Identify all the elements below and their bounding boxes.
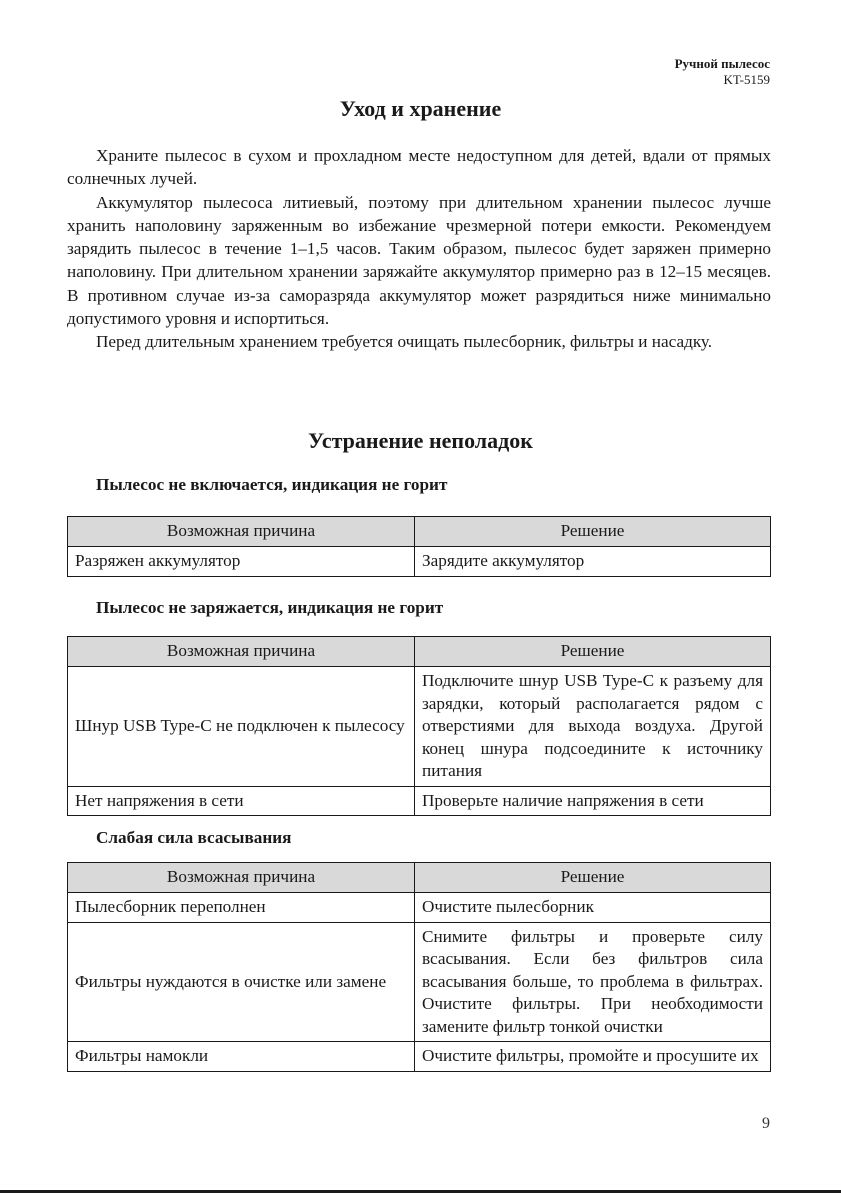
troubleshooting-title: Устранение неполадок bbox=[308, 428, 533, 453]
table-row bbox=[68, 922, 771, 1042]
cause-cell: Шнур USB Type-C не подключен к пылесосу bbox=[68, 667, 415, 787]
table-header-row bbox=[68, 863, 771, 893]
column-header-solution: Решение bbox=[415, 637, 771, 667]
cause-cell: Фильтры нуждаются в очистке или замене bbox=[68, 922, 415, 1042]
care-paragraph: Храните пылесос в сухом и прохладном месте недоступном для детей, вдали от прямых солнечных лучей. bbox=[67, 146, 771, 189]
solution-cell: Очистите фильтры, промойте и просушите их bbox=[415, 1042, 771, 1072]
section-heading: Слабая сила всасывания bbox=[96, 828, 292, 847]
care-paragraph: Аккумулятор пылесоса литиевый, поэтому при длительном хранении пылесос лучше хранить наполовину заряженным во избежание чрезмерной потери емкости. Рекомендуем зарядить пылесос в течение 1–1,5 часов. Таким образом, пылесос будет заряжен примерно наполовину. При длительном хранении заряжайте аккумулятор примерно раз в 12–15 месяцев. В противном случае из-за саморазряда аккумулятор может разрядиться ниже минимально допустимого уровня и испортиться. bbox=[67, 192, 771, 329]
troubleshooting-table bbox=[67, 636, 771, 816]
table-row bbox=[68, 1042, 771, 1072]
section-heading: Пылесос не заряжается, индикация не горит bbox=[96, 598, 444, 617]
table-row bbox=[68, 893, 771, 923]
troubleshooting-table bbox=[67, 862, 771, 1072]
column-header-cause: Возможная причина bbox=[68, 517, 415, 547]
care-title: Уход и хранение bbox=[339, 96, 502, 121]
solution-cell: Подключите шнур USB Type-C к разъему для зарядки, который располагается рядом с отверстиями для выхода воздуха. Другой конец шнура подсоедините к источнику питания bbox=[415, 667, 771, 787]
care-text bbox=[67, 144, 771, 354]
table-header-row bbox=[68, 637, 771, 667]
troubleshooting-table bbox=[67, 516, 771, 577]
table-row bbox=[68, 547, 771, 577]
section-heading: Пылесос не включается, индикация не горит bbox=[96, 475, 448, 494]
cause-cell: Пылесборник переполнен bbox=[68, 893, 415, 923]
running-header bbox=[675, 56, 770, 88]
solution-cell: Снимите фильтры и проверьте силу всасывания. Если без фильтров сила всасывания больше, то проблема в фильтрах. Очистите фильтры. При необходимости замените фильтр тонкой очистки bbox=[415, 922, 771, 1042]
solution-cell: Зарядите аккумулятор bbox=[415, 547, 771, 577]
cause-cell: Фильтры намокли bbox=[68, 1042, 415, 1072]
table-header-row bbox=[68, 517, 771, 547]
column-header-solution: Решение bbox=[415, 863, 771, 893]
table-row bbox=[68, 667, 771, 787]
cause-cell: Нет напряжения в сети bbox=[68, 786, 415, 816]
header-model: KT-5159 bbox=[723, 72, 770, 87]
cause-cell: Разряжен аккумулятор bbox=[68, 547, 415, 577]
column-header-cause: Возможная причина bbox=[68, 863, 415, 893]
column-header-solution: Решение bbox=[415, 517, 771, 547]
table-row bbox=[68, 786, 771, 816]
solution-cell: Проверьте наличие напряжения в сети bbox=[415, 786, 771, 816]
header-product-name: Ручной пылесос bbox=[674, 56, 770, 71]
solution-cell: Очистите пылесборник bbox=[415, 893, 771, 923]
page-number: 9 bbox=[762, 1115, 770, 1132]
care-paragraph: Перед длительным хранением требуется очищать пылесборник, фильтры и насадку. bbox=[96, 332, 713, 352]
column-header-cause: Возможная причина bbox=[68, 637, 415, 667]
